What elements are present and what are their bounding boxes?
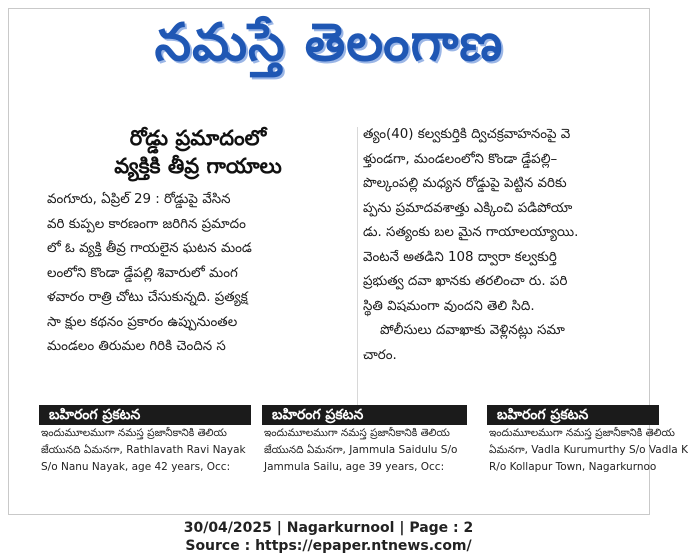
article-left-column	[47, 124, 349, 360]
ad-line: ఏమనగా, Vadla Kurumurthy S/o Vadla K	[489, 444, 688, 456]
body-line: ప్పను ప్రమాదవశాత్తు ఎక్కించి పడిపోయా	[363, 200, 573, 216]
source-url: Source : https://epaper.ntnews.com/	[185, 538, 472, 554]
body-line: ళ్తుండగా, మండలంలోని కొండా డ్డేపల్లి–	[363, 151, 558, 167]
ad-line: ఇందుమూలముగా నమస్త ప్రజానీకానికి తెలియ	[41, 427, 227, 439]
article-body-right	[363, 123, 635, 368]
body-line: చారం.	[363, 347, 397, 363]
body-line: పొల్కంపల్లి మధ్యన రోడ్డుపై పెట్టిన వరికు	[363, 176, 567, 191]
article-body-left	[47, 188, 349, 360]
ad-line: S/o Nanu Nayak, age 42 years, Occ:	[41, 461, 231, 473]
public-notice-ad	[487, 405, 688, 515]
body-line: మండలం తిరుమల గిరికి చెందిన స	[47, 339, 226, 354]
body-line: ళవారం రాత్రి చోటు చేసుకున్నది. ప్రత్యక్ష	[47, 290, 248, 305]
masthead	[9, 9, 649, 89]
ad-line: ఇందుమూలముగా నమస్త ప్రజానీకానికి తెలియ	[264, 427, 450, 439]
headline-line-2: వ్యక్తికి తీవ్ర గాయాలు	[114, 154, 282, 178]
ad-line: R/o Kollapur Town, Nagarkurnoo	[489, 461, 657, 473]
body-line: సా క్షుల కథనం ప్రకారం ఉప్పునుంతల	[47, 314, 238, 330]
body-line: వెంటనే అతడిని 108 ద్వారా కల్వకుర్తి	[363, 249, 557, 265]
source-footer	[0, 519, 657, 555]
headline-line-1: రోడ్డు ప్రమాదంలో	[129, 126, 267, 150]
body-line: త్యం(40) కల్వకుర్తికి ద్విచక్రవాహనంపై వె	[363, 127, 571, 142]
body-line: లో ఓ వ్యక్తి తీవ్ర గాయలైన ఘటన మండ	[47, 241, 252, 256]
ad-line: Jammula Sailu, age 39 years, Occ:	[264, 461, 445, 473]
public-notice-ad	[262, 405, 467, 515]
body-line: డు. సత్యంకు బల మైన గాయాలయ్యాయి.	[363, 225, 579, 240]
body-line: వంగూరు, ఏప్రిల్ 29 : రోడ్డుపై వేసిన	[47, 192, 231, 207]
ad-heading: బహిరంగ ప్రకటన	[39, 405, 251, 425]
body-line: పోలీసులు దవాఖాకు వెళ్లినట్లు సమా	[363, 323, 565, 338]
article-headline	[47, 124, 349, 180]
ad-heading: బహిరంగ ప్రకటన	[487, 405, 659, 425]
body-line: లంలోని కొండా డ్డేపల్లి శివారులో మంగ	[47, 265, 238, 281]
body-line: వరి కుప్పల కారణంగా జరిగిన ప్రమాదం	[47, 216, 246, 232]
public-notice-strip	[39, 405, 688, 515]
public-notice-ad	[39, 405, 251, 515]
ad-line: ఇందుమూలముగా నమస్త ప్రజానీకానికి తెలియ	[489, 427, 675, 439]
article-right-column	[363, 123, 635, 368]
body-line: ప్రభుత్వ దవా ఖానకు తరలించా రు. పరి	[363, 274, 568, 289]
column-divider	[357, 127, 358, 407]
body-line: స్థితి విషమంగా వుందని తెలి సిది.	[363, 298, 535, 314]
newspaper-logo: నమస్తే తెలంగాణ	[154, 12, 504, 73]
ad-line: జేయునది ఏమనగా, Rathlavath Ravi Nayak	[41, 444, 246, 456]
newspaper-clipping	[8, 8, 688, 515]
ad-heading: బహిరంగ ప్రకటన	[262, 405, 467, 425]
date-edition-page: 30/04/2025 | Nagarkurnool | Page : 2	[183, 520, 474, 536]
ad-line: జేయునది ఏమనగా, Jammula Saidulu S/o	[264, 444, 458, 456]
